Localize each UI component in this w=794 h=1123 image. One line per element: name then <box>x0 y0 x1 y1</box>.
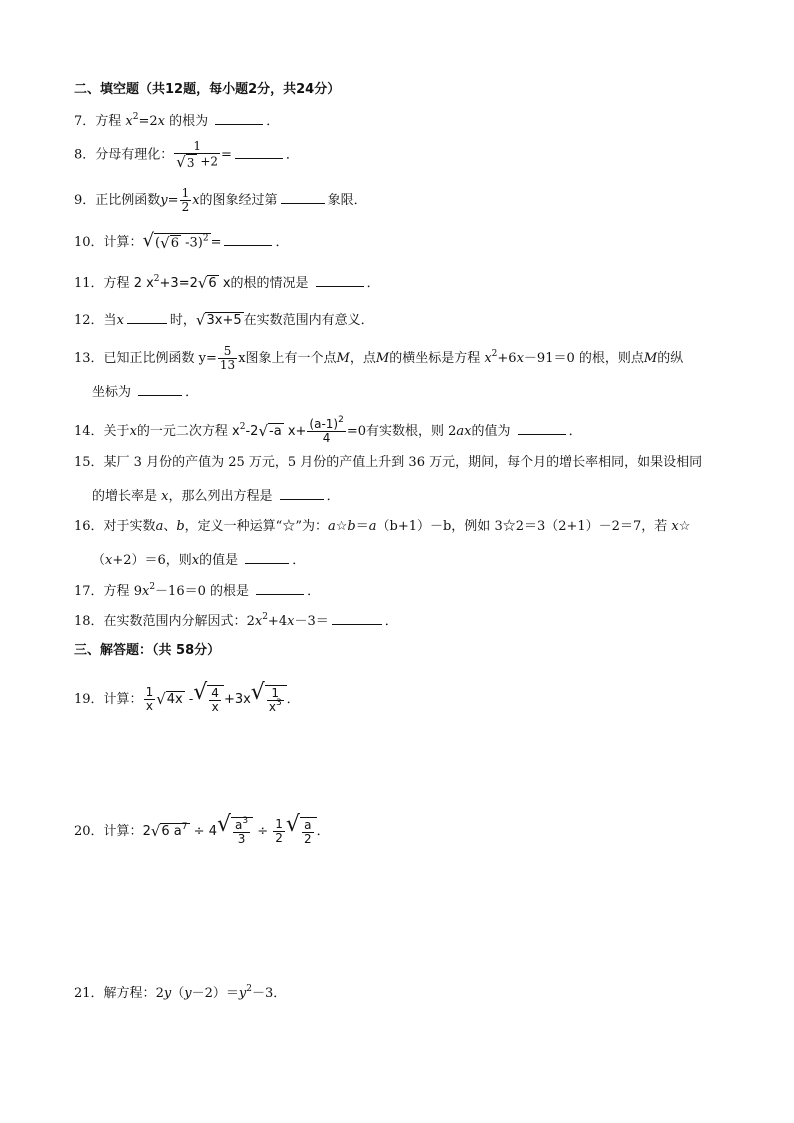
question-19: 19．计算： $\frac{1}{x}$ √4x -√ $\frac{4}{x}$ +3x√ $\frac{1}{x^3}$ ． <box>74 680 300 714</box>
question-15-line-2: 的增长率是 x，那么列出方程是 ． <box>92 489 340 504</box>
answer-blank <box>256 582 304 595</box>
question-9: 9．正比例函数y= $\frac{1}{2}$ x的图象经过第 象限． <box>74 186 367 214</box>
answer-blank <box>127 311 167 324</box>
fraction: $\frac{(a-1)^2}{4}$ <box>309 415 344 445</box>
section-title-problems: 三、解答题：（共 58分） <box>74 643 221 658</box>
answer-blank <box>138 383 182 396</box>
answer-blank <box>316 274 364 287</box>
section-title-fill-in: 二、填空题（共12题，每小题2分，共24分） <box>74 82 341 97</box>
question-10: 10．计算：√(√6 -3)$^2$ = ． <box>74 230 289 253</box>
answer-blank <box>245 551 289 564</box>
question-14: 14．关于x的一元二次方程 $x^2-2√-a$ x+ $\frac{(a-1)^2}{4}$ =0有实数根，则 2ax的值为 ． <box>74 415 582 445</box>
question-17: 17．方程 $9x^2-16=0$ 的根是 ． <box>74 582 321 599</box>
fraction: $\frac{5}{13}$ <box>219 344 236 372</box>
question-18: 18．在实数范围内分解因式：$2x^2+4x-3=$ ． <box>74 612 398 629</box>
question-12: 12．当x 时，√3x+5 在实数范围内有意义． <box>74 311 374 329</box>
answer-blank <box>215 112 263 125</box>
question-15: 15．某厂 3 月份的产值为 25 万元，5 月份的产值上升到 36 万元，期间，每个月的增长率相同，如果设相同 <box>74 455 703 470</box>
question-8: 8．分母有理化： $\frac{1}{√3 +2}$ = ． <box>74 139 299 171</box>
answer-blank <box>224 233 272 246</box>
answer-blank <box>280 487 324 500</box>
square-root: √(√6 -3)$^2$ <box>142 230 209 253</box>
question-20: 20．计算：2√6 $a^7 \div 4√$ $\frac{a^3}{3}$ ÷ $\frac{1}{2}$ √ $\frac{a}{2}$ ． <box>74 812 330 846</box>
question-13: 13．已知正比例函数 y= $\frac{5}{13}$ x图象上有一个点M，点M的横坐标是方程 $x^2+6x-91=0$ 的根，则点M的纵 <box>74 344 684 372</box>
question-13-line-2: 坐标为 ． <box>92 385 199 400</box>
question-11: 11．方程 2 $x^2+3=2√6$ x的根的情况是 ． <box>74 274 380 292</box>
question-7: 7．方程 $x^2=2x$ 的根为 ． <box>74 112 280 129</box>
answer-blank <box>518 422 566 435</box>
question-21: 21．解方程：$2y(y-2)=y^2-3$． <box>74 984 287 1001</box>
answer-blank <box>235 146 283 159</box>
answer-blank <box>332 612 382 625</box>
question-16-line-2: （x+2）＝6，则x的值是 ． <box>92 553 306 568</box>
fraction: $\frac{1}{√3 +2}$ <box>176 139 219 171</box>
question-16: 16．对于实数a、b，定义一种运算“☆”为：a☆b＝a（b+1）－b，例如 3☆2＝3（2+1）－2＝7，若 x☆ <box>74 519 691 534</box>
fraction: $\frac{1}{2}$ <box>181 186 190 214</box>
answer-blank <box>281 191 325 204</box>
